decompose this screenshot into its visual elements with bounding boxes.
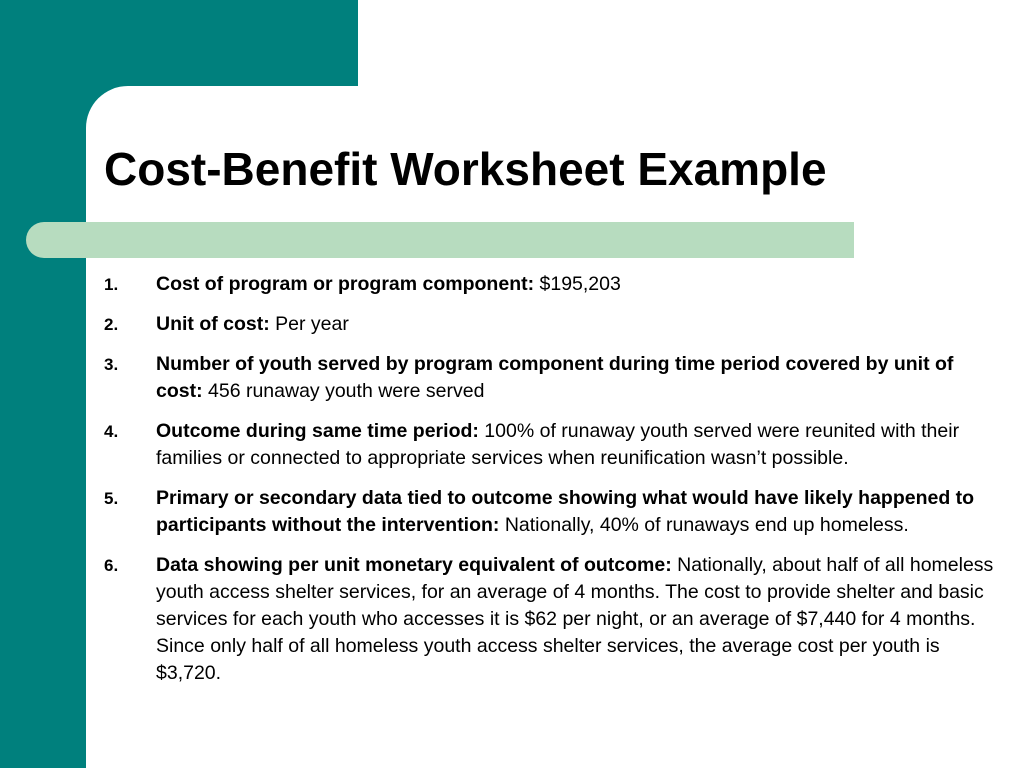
item-text: Nationally, about half of all homeless youth access shelter services, for an average of 4 months. The cost to provide shelter and basic services for each youth who accesses it is $62 per night, or an average of $7,440 for 4 months. Since only half of all homeless youth access shelter services, the average cost per youth is $3,720. bbox=[156, 554, 994, 684]
list-item bbox=[104, 351, 994, 405]
slide-title: Cost-Benefit Worksheet Example bbox=[104, 143, 827, 195]
list-item bbox=[104, 311, 994, 338]
worksheet-list bbox=[104, 271, 994, 700]
item-lead: Data showing per unit monetary equivalent of outcome: bbox=[156, 554, 672, 576]
item-number: 1. bbox=[104, 275, 119, 294]
item-text: 100% of runaway youth served were reunited with their families or connected to appropriate services when reunification wasn’t possible. bbox=[156, 420, 960, 469]
item-number: 3. bbox=[104, 355, 119, 374]
list-item bbox=[104, 271, 994, 298]
item-number: 4. bbox=[104, 422, 119, 441]
item-text: $195,203 bbox=[534, 273, 621, 295]
list-item bbox=[104, 418, 994, 472]
item-text: Nationally, 40% of runaways end up homeless. bbox=[499, 514, 909, 536]
item-text: 456 runaway youth were served bbox=[202, 380, 485, 402]
item-text: Per year bbox=[269, 313, 349, 335]
item-lead: Number of youth served by program component during time period covered by unit of cost: bbox=[156, 353, 954, 402]
item-number: 2. bbox=[104, 315, 119, 334]
item-number: 5. bbox=[104, 489, 119, 508]
item-number: 6. bbox=[104, 556, 119, 575]
item-lead: Primary or secondary data tied to outcome showing what would have likely happened to participants without the intervention: bbox=[156, 487, 975, 536]
item-lead: Outcome during same time period: bbox=[156, 420, 479, 442]
item-lead: Cost of program or program component: bbox=[156, 273, 535, 295]
item-lead: Unit of cost: bbox=[156, 313, 270, 335]
list-item bbox=[104, 552, 994, 687]
title-accent-bar bbox=[26, 222, 854, 258]
list-item bbox=[104, 485, 994, 539]
